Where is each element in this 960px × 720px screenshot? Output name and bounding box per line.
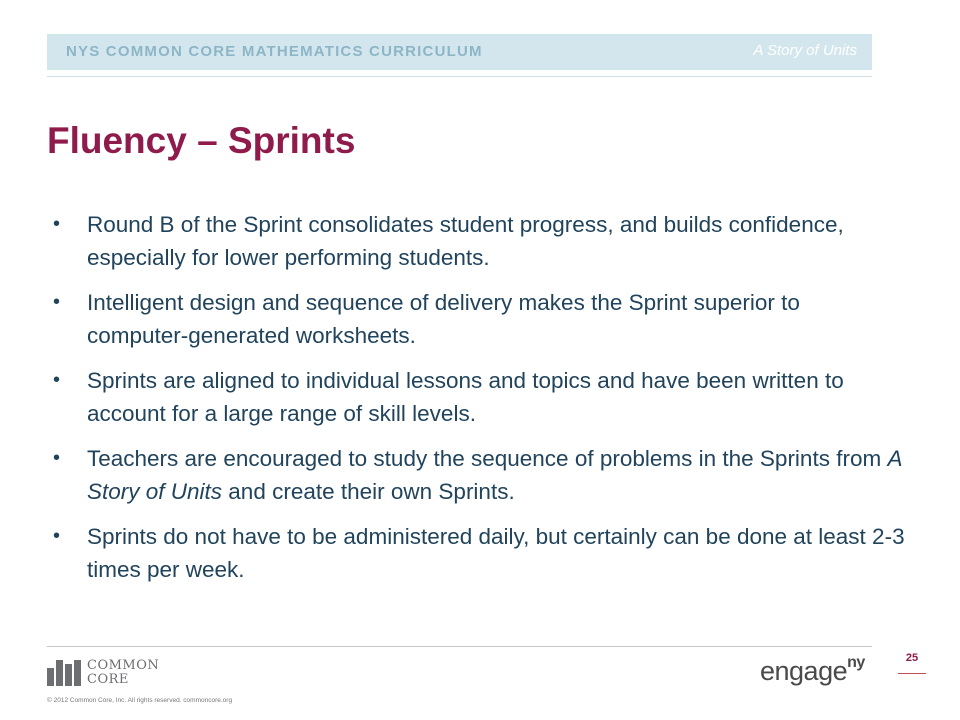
- curriculum-title: NYS COMMON CORE MATHEMATICS CURRICULUM: [66, 43, 483, 60]
- logo-line-1: COMMON: [87, 658, 160, 673]
- copyright-text: © 2012 Common Core, Inc. All rights reserved. commoncore.org: [47, 697, 233, 704]
- bullet-dot-icon: •: [53, 369, 61, 391]
- engageny-logo: [760, 656, 865, 687]
- bullet-text-italic: A Story of Units: [87, 446, 902, 504]
- story-title: A Story of Units: [753, 42, 857, 59]
- common-core-bars-icon: [47, 660, 81, 686]
- bullet-text-after: and create their own Sprints.: [222, 479, 515, 504]
- page-title: Fluency – Sprints: [47, 120, 356, 161]
- engage-wordmark: engage: [760, 656, 848, 686]
- bullet-dot-icon: •: [53, 525, 61, 547]
- bullet-item: [47, 520, 907, 586]
- bullet-dot-icon: •: [53, 213, 61, 235]
- logo-line-2: CORE: [87, 672, 129, 687]
- bullet-item: [47, 442, 907, 508]
- bullet-item: [47, 364, 907, 430]
- bullet-text: Sprints are aligned to individual lessons and topics and have been written to account for a large range of skill levels.: [87, 368, 844, 426]
- bullet-text: Sprints do not have to be administered daily, but certainly can be done at least 2-3 times per week.: [87, 524, 905, 582]
- engage-ny-superscript: ny: [847, 654, 865, 671]
- bullet-dot-icon: •: [53, 447, 61, 469]
- bullet-text: Intelligent design and sequence of delivery makes the Sprint superior to computer-generated worksheets.: [87, 290, 800, 348]
- header-divider: [47, 76, 872, 77]
- bullet-dot-icon: •: [53, 291, 61, 313]
- page-number-underline: [898, 673, 926, 674]
- common-core-wordmark: [87, 659, 159, 687]
- bullet-text-before: Teachers are encouraged to study the sequence of problems in the Sprints from: [87, 446, 888, 471]
- bullet-text: Round B of the Sprint consolidates student progress, and builds confidence, especially for lower performing students.: [87, 212, 844, 270]
- page-number: 25: [905, 652, 919, 664]
- bullet-item: [47, 286, 907, 352]
- common-core-logo: [47, 659, 159, 687]
- footer-divider: [47, 646, 872, 647]
- bullet-list: [47, 208, 907, 598]
- bullet-item: [47, 208, 907, 274]
